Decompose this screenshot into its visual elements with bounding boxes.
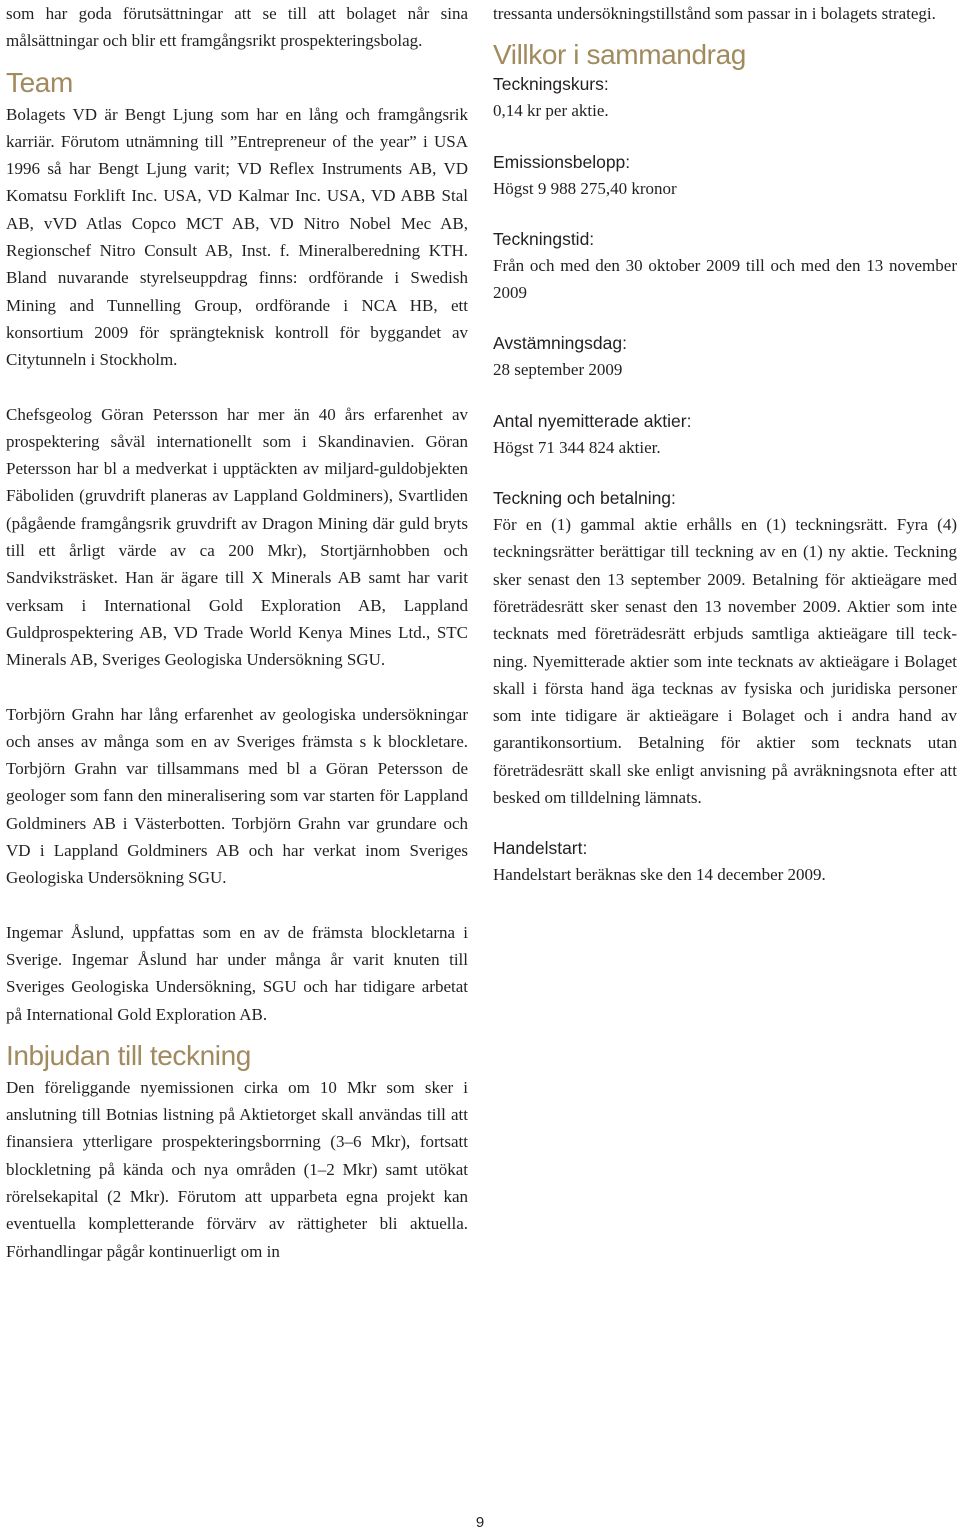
term-emissionsbelopp bbox=[493, 149, 957, 202]
team-goran-petersson-paragraph: Chefsgeolog Göran Petersson har mer än 40 års erfarenhet av prospektering såväl internationellt som i Skandinavien. Göran Petersson har bl a medverkat i upptäckten av miljard-guldobjekten Fäboliden (gruvdrift planeras av Lappland Goldminers), Svartliden (pågående framgångsrik gruvdrift av Dragon Mining där guld bryts till ett årligt värde av ca 200 Mkr), Stortjärnhobben och Sandviksträsket. Han är ägare till X Minerals AB samt har varit verksam i International Gold Exploration AB, Lappland Guldprospektering AB, VD Trade World Kenya Mines Ltd., STC Minerals AB, Sveriges Geologiska Undersökning SGU. bbox=[6, 404, 468, 670]
intro-continuation: som har goda förutsättningar att se till att bolaget når sina målsättningar och blir ett framgångsrikt prospekteringsbolag. bbox=[6, 4, 468, 51]
term-label: Avstämningsdag: bbox=[493, 333, 627, 354]
term-avstamningsdag bbox=[493, 330, 957, 383]
invite-paragraph: Den föreliggande nyemissionen cirka om 10 Mkr som sker i anslutning till Botnias listning på Aktietorget skall användas till att finansiera ytterligare prospekteringsborrning (3–6 Mkr), fortsatt blockletning på kända och nya områden (1–2 Mkr) samt utökat rörelsekapital (2 Mkr). Förutom att upparbeta egna projekt kan eventuella kompletterande förvärv av rättigheter bli aktuella. Förhandlingar pågår kontinuerligt om in bbox=[6, 1077, 468, 1261]
team-heading: Team bbox=[6, 66, 73, 98]
term-value: Högst 71 344 824 aktier. bbox=[493, 437, 661, 457]
terms-list bbox=[493, 71, 957, 888]
term-value: Högst 9 988 275,40 kronor bbox=[493, 178, 677, 198]
terms-heading: Villkor i sammandrag bbox=[493, 39, 746, 71]
invite-heading: Inbjudan till teckning bbox=[6, 1039, 251, 1071]
term-value: Från och med den 30 oktober 2009 till och med den 13 november 2009 bbox=[493, 255, 957, 303]
term-label: Teckningskurs: bbox=[493, 74, 609, 95]
term-label: Handelstart: bbox=[493, 838, 588, 859]
term-label: Antal nyemitterade aktier: bbox=[493, 410, 692, 431]
right-column bbox=[493, 0, 957, 889]
term-value: 28 september 2009 bbox=[493, 360, 623, 380]
team-bengt-ljung-paragraph: Bolagets VD är Bengt Ljung som har en lång och framgångsrik karriär. Förutom utnämning till ”Entrepreneur of the year” i USA 1996 så har Bengt Ljung varit; VD Reflex Instruments AB, VD Komatsu Forklift Inc. USA, VD Kalmar Inc. USA, VD ABB Stal AB, vVD Atlas Copco MCT AB, VD Nitro Nobel Mec AB, Regionschef Nitro Consult AB, Inst. f. Mineralberedning KTH. Bland nuvarande styrelseuppdrag finns: ordförande i Swedish Mining and Tunnelling Group, ordförande i NCA HB, ett konsortium 2009 för sprängteknisk kontroll för byggandet av Citytunneln i Stockholm. bbox=[6, 104, 468, 370]
term-antal-nyemitterade-aktier bbox=[493, 408, 957, 461]
invite-continuation: tressanta undersökningstillstånd som passar in i bolagets strategi. bbox=[493, 4, 936, 23]
term-label: Emissionsbelopp: bbox=[493, 151, 631, 172]
page-number: 9 bbox=[475, 1514, 485, 1531]
term-teckning-och-betalning bbox=[493, 485, 957, 811]
term-label: Teckningstid: bbox=[493, 228, 595, 249]
term-handelstart bbox=[493, 835, 957, 888]
team-torbjorn-grahn-paragraph: Torbjörn Grahn har lång erfarenhet av geologiska undersökningar och anses av många som en av Sveriges främsta s k blockletare. Torbjörn Grahn var tillsammans med bl a Göran Petersson de geologer som fann den mineralisering som var starten för Lappland Goldminers AB i Västerbotten. Torbjörn Grahn var grundare och VD i Lappland Goldminers AB och har verkat inom Sveriges Geologiska Undersökning SGU. bbox=[6, 704, 468, 888]
term-teckningskurs bbox=[493, 71, 957, 124]
team-ingemar-aslund-paragraph: Ingemar Åslund, uppfattas som en av de främsta blockletarna i Sverige. Ingemar Åslund har under många år varit knuten till Sveriges Geologiska Undersökning, SGU och har tidigare arbetat på International Gold Exploration AB. bbox=[6, 922, 468, 1024]
term-label: Teckning och betalning: bbox=[493, 488, 676, 509]
term-teckningstid bbox=[493, 226, 957, 307]
term-value: För en (1) gammal aktie erhålls en (1) teckningsrätt. Fyra (4) teckningsrätter berättigar till teckning av en (1) ny aktie. Teckning sker senast den 13 september 2009. Betalning för aktieägare med företrädesrätt sker senast den 13 november 2009. Aktier som inte tecknats med företrädesrätt erbjuds samtliga aktieägare till teckning. Nyemitterade aktier som inte tecknats av aktieägare i Bolaget skall i första hand äga tecknas av fysiska och juridiska personer som inte tidigare är aktieägare i Bolaget och i andra hand av garantikonsortium. Betalning för aktier som tecknats utan företrädesrätt skall ske enligt anvisning på avräkningsnota efter att besked om tilldelning lämnats. bbox=[493, 515, 957, 808]
term-value: Handelstart beräknas ske den 14 december 2009. bbox=[493, 865, 826, 885]
term-value: 0,14 kr per aktie. bbox=[493, 101, 609, 121]
left-column bbox=[6, 0, 468, 1265]
